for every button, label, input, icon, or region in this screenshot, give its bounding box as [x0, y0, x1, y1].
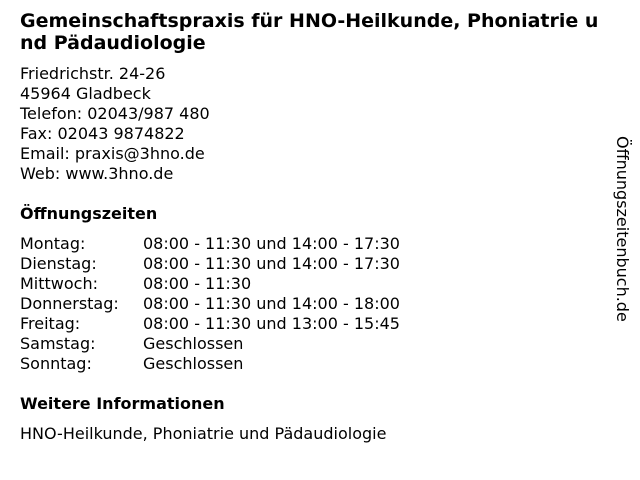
phone-number: Telefon: 02043/987 480	[20, 104, 210, 123]
hours-row-tuesday	[20, 254, 600, 274]
fax-number: Fax: 02043 9874822	[20, 124, 185, 143]
hours-row-wednesday	[20, 274, 600, 294]
day-label: Freitag:	[20, 314, 81, 333]
day-label: Dienstag:	[20, 254, 97, 273]
day-label: Samstag:	[20, 334, 96, 353]
address-street: Friedrichstr. 24-26	[20, 64, 166, 83]
time-value: Geschlossen	[143, 354, 244, 373]
hours-row-sunday	[20, 354, 600, 374]
time-value: 08:00 - 11:30 und 13:00 - 15:45	[143, 314, 400, 333]
hours-row-saturday	[20, 334, 600, 354]
day-label: Mittwoch:	[20, 274, 98, 293]
watermark	[610, 136, 634, 366]
time-value: Geschlossen	[143, 334, 244, 353]
email-address: Email: praxis@3hno.de	[20, 144, 205, 163]
practice-card	[20, 10, 600, 444]
time-value: 08:00 - 11:30 und 14:00 - 17:30	[143, 254, 400, 273]
website: Web: www.3hno.de	[20, 164, 174, 183]
time-value: 08:00 - 11:30 und 14:00 - 17:30	[143, 234, 400, 253]
more-info-text: HNO-Heilkunde, Phoniatrie und Pädaudiologie	[20, 424, 387, 443]
day-label: Montag:	[20, 234, 86, 253]
address-city: 45964 Gladbeck	[20, 84, 151, 103]
more-info-heading: Weitere Informationen	[20, 394, 225, 413]
time-value: 08:00 - 11:30 und 14:00 - 18:00	[143, 294, 400, 313]
hours-row-friday	[20, 314, 600, 334]
time-value: 08:00 - 11:30	[143, 274, 252, 293]
hours-row-thursday	[20, 294, 600, 314]
watermark-text: Öffnungszeitenbuch.de	[613, 136, 632, 322]
contact-block	[20, 64, 600, 184]
practice-title: Gemeinschaftspraxis für HNO-Heilkunde, Phoniatrie und Pädaudiologie	[20, 10, 599, 54]
opening-hours-heading: Öffnungszeiten	[20, 204, 158, 223]
day-label: Sonntag:	[20, 354, 92, 373]
day-label: Donnerstag:	[20, 294, 119, 313]
opening-hours-table	[20, 234, 600, 374]
hours-row-monday	[20, 234, 600, 254]
